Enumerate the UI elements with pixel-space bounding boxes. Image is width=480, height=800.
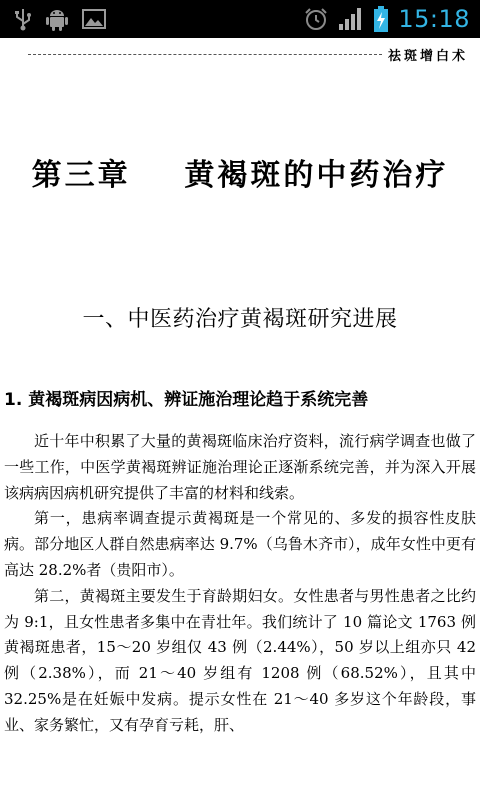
usb-icon — [14, 7, 32, 31]
paragraph: 第一，患病率调查提示黄褐斑是一个常见的、多发的损容性皮肤病。部分地区人群自然患病率达 9.7%（乌鲁木齐市），成年女性中更有高达 28.2%者（贵阳市）。 — [4, 509, 476, 579]
status-bar — [0, 0, 480, 38]
body-text — [4, 429, 476, 739]
signal-icon — [338, 7, 364, 31]
running-header — [28, 46, 468, 62]
chapter-title: 第三章 黄褐斑的中药治疗 — [31, 158, 449, 193]
clock: 15:18 — [398, 5, 470, 33]
subsection-title: 1. 黄褐斑病因病机、辨证施治理论趋于系统完善 — [4, 390, 369, 410]
android-icon — [46, 7, 68, 31]
alarm-icon — [304, 7, 328, 31]
paragraph: 近十年中积累了大量的黄褐斑临床治疗资料，流行病学调查也做了一些工作，中医学黄褐斑辨证施治理论正逐渐系统完善，并为深入开展该病病因病机研究提供了丰富的材料和线索。 — [4, 432, 476, 502]
paragraph: 第二，黄褐斑主要发生于育龄期妇女。女性患者与男性患者之比约为 9:1，且女性患者多集中在青壮年。我们统计了 10 篇论文 1763 例黄褐斑患者，15～20 岁组仅 43 例（2.44%），50 岁以上组亦只 42 例（2.38%），而 21～40 岁组有 1208 例（68.52%），且其中 32.25%是在妊娠中发病。提示女性在 21～40 多岁这个年龄段，事业、家务繁忙，又有孕育亏耗，肝、 — [4, 586, 476, 734]
book-page[interactable] — [0, 38, 480, 800]
header-rule — [28, 54, 382, 55]
section-title: 一、中医药治疗黄褐斑研究进展 — [82, 307, 398, 332]
image-icon — [82, 9, 106, 29]
battery-charging-icon — [374, 6, 388, 32]
running-header-text: 祛斑增白术 — [387, 48, 468, 64]
